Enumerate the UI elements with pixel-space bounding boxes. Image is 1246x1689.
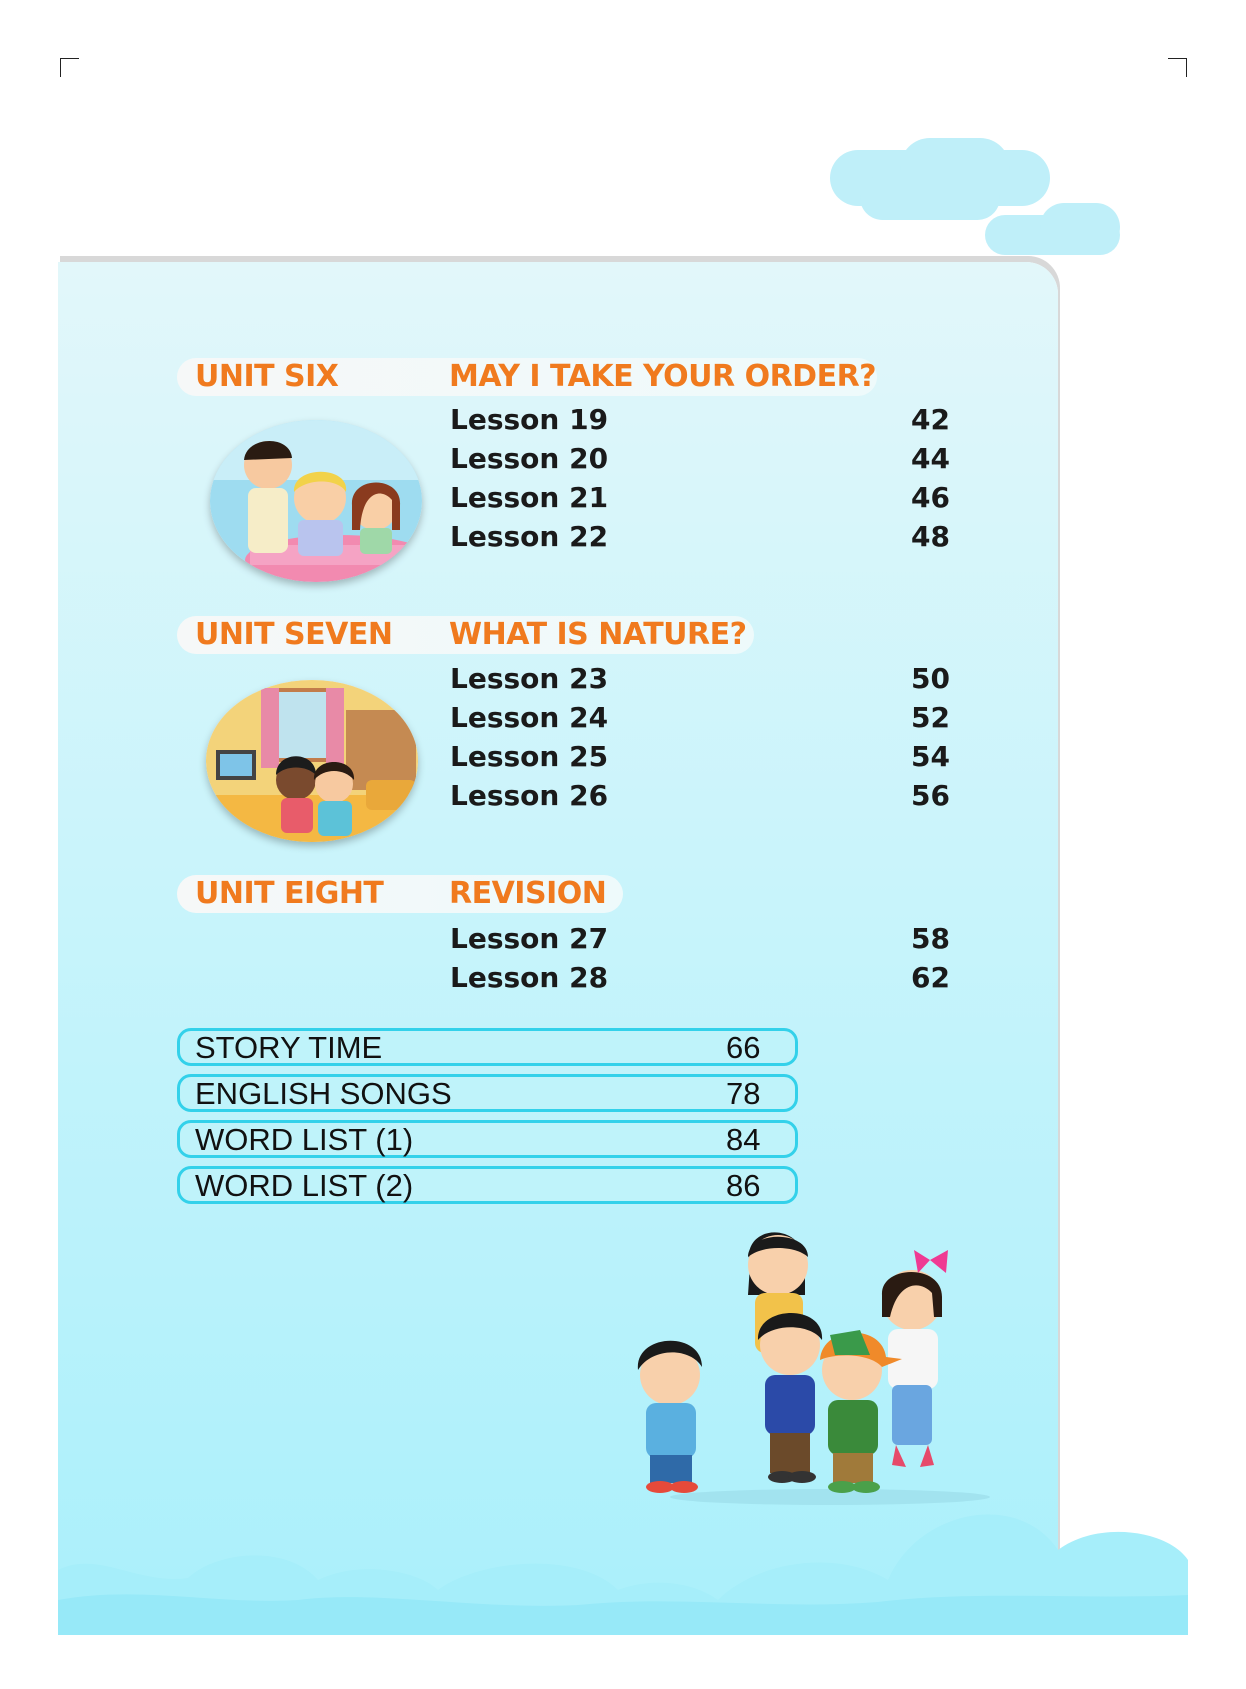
- lesson-page: 46: [911, 481, 950, 514]
- crop-mark-top-left: [60, 58, 79, 77]
- restaurant-illustration: [210, 420, 422, 582]
- lesson-label: Lesson 23: [450, 662, 609, 695]
- lesson-row[interactable]: [450, 442, 950, 482]
- lesson-label: Lesson 19: [450, 403, 609, 436]
- unit-title[interactable]: REVISION: [449, 876, 607, 911]
- extra-label: WORD LIST (2): [195, 1168, 414, 1203]
- lesson-row[interactable]: [450, 403, 950, 443]
- lesson-label: Lesson 22: [450, 520, 609, 553]
- lesson-page: 50: [911, 662, 950, 695]
- unit-eight-header: [177, 875, 623, 913]
- lesson-row[interactable]: [450, 740, 950, 780]
- lesson-label: Lesson 21: [450, 481, 609, 514]
- lesson-row[interactable]: [450, 961, 950, 1001]
- crop-mark-top-right: [1168, 58, 1187, 77]
- lesson-row[interactable]: [450, 520, 950, 560]
- extra-page: 84: [726, 1122, 761, 1157]
- lesson-row[interactable]: [450, 779, 950, 819]
- lesson-label: Lesson 25: [450, 740, 609, 773]
- lesson-label: Lesson 26: [450, 779, 609, 812]
- extra-label: WORD LIST (1): [195, 1122, 414, 1157]
- extra-item-story-time[interactable]: [177, 1028, 798, 1066]
- children-group-illustration: [630, 1205, 1000, 1505]
- lesson-page: 44: [911, 442, 950, 475]
- lesson-row[interactable]: [450, 481, 950, 521]
- unit-name[interactable]: UNIT SEVEN: [195, 617, 393, 652]
- lesson-row[interactable]: [450, 662, 950, 702]
- lesson-page: 62: [911, 961, 950, 994]
- extra-page: 66: [726, 1030, 761, 1065]
- unit-name[interactable]: UNIT SIX: [195, 359, 339, 394]
- unit-title[interactable]: MAY I TAKE YOUR ORDER?: [449, 359, 877, 394]
- extra-page: 86: [726, 1168, 761, 1203]
- lesson-row[interactable]: [450, 922, 950, 962]
- lesson-page: 42: [911, 403, 950, 436]
- lesson-page: 54: [911, 740, 950, 773]
- lesson-label: Lesson 28: [450, 961, 609, 994]
- bottom-clouds: [58, 1490, 1188, 1635]
- extra-item-word-list-2[interactable]: [177, 1166, 798, 1204]
- lesson-page: 52: [911, 701, 950, 734]
- unit-six-header: [177, 358, 877, 396]
- unit-title[interactable]: WHAT IS NATURE?: [449, 617, 747, 652]
- extra-page: 78: [726, 1076, 761, 1111]
- lesson-page: 48: [911, 520, 950, 553]
- lesson-label: Lesson 24: [450, 701, 609, 734]
- lesson-page: 56: [911, 779, 950, 812]
- extra-label: STORY TIME: [195, 1030, 383, 1065]
- unit-seven-header: [177, 616, 754, 654]
- lesson-label: Lesson 20: [450, 442, 609, 475]
- lesson-page: 58: [911, 922, 950, 955]
- extra-item-word-list-1[interactable]: [177, 1120, 798, 1158]
- extra-item-english-songs[interactable]: [177, 1074, 798, 1112]
- living-room-illustration: [206, 680, 418, 842]
- lesson-row[interactable]: [450, 701, 950, 741]
- unit-name[interactable]: UNIT EIGHT: [195, 876, 384, 911]
- lesson-label: Lesson 27: [450, 922, 609, 955]
- extra-label: ENGLISH SONGS: [195, 1076, 452, 1111]
